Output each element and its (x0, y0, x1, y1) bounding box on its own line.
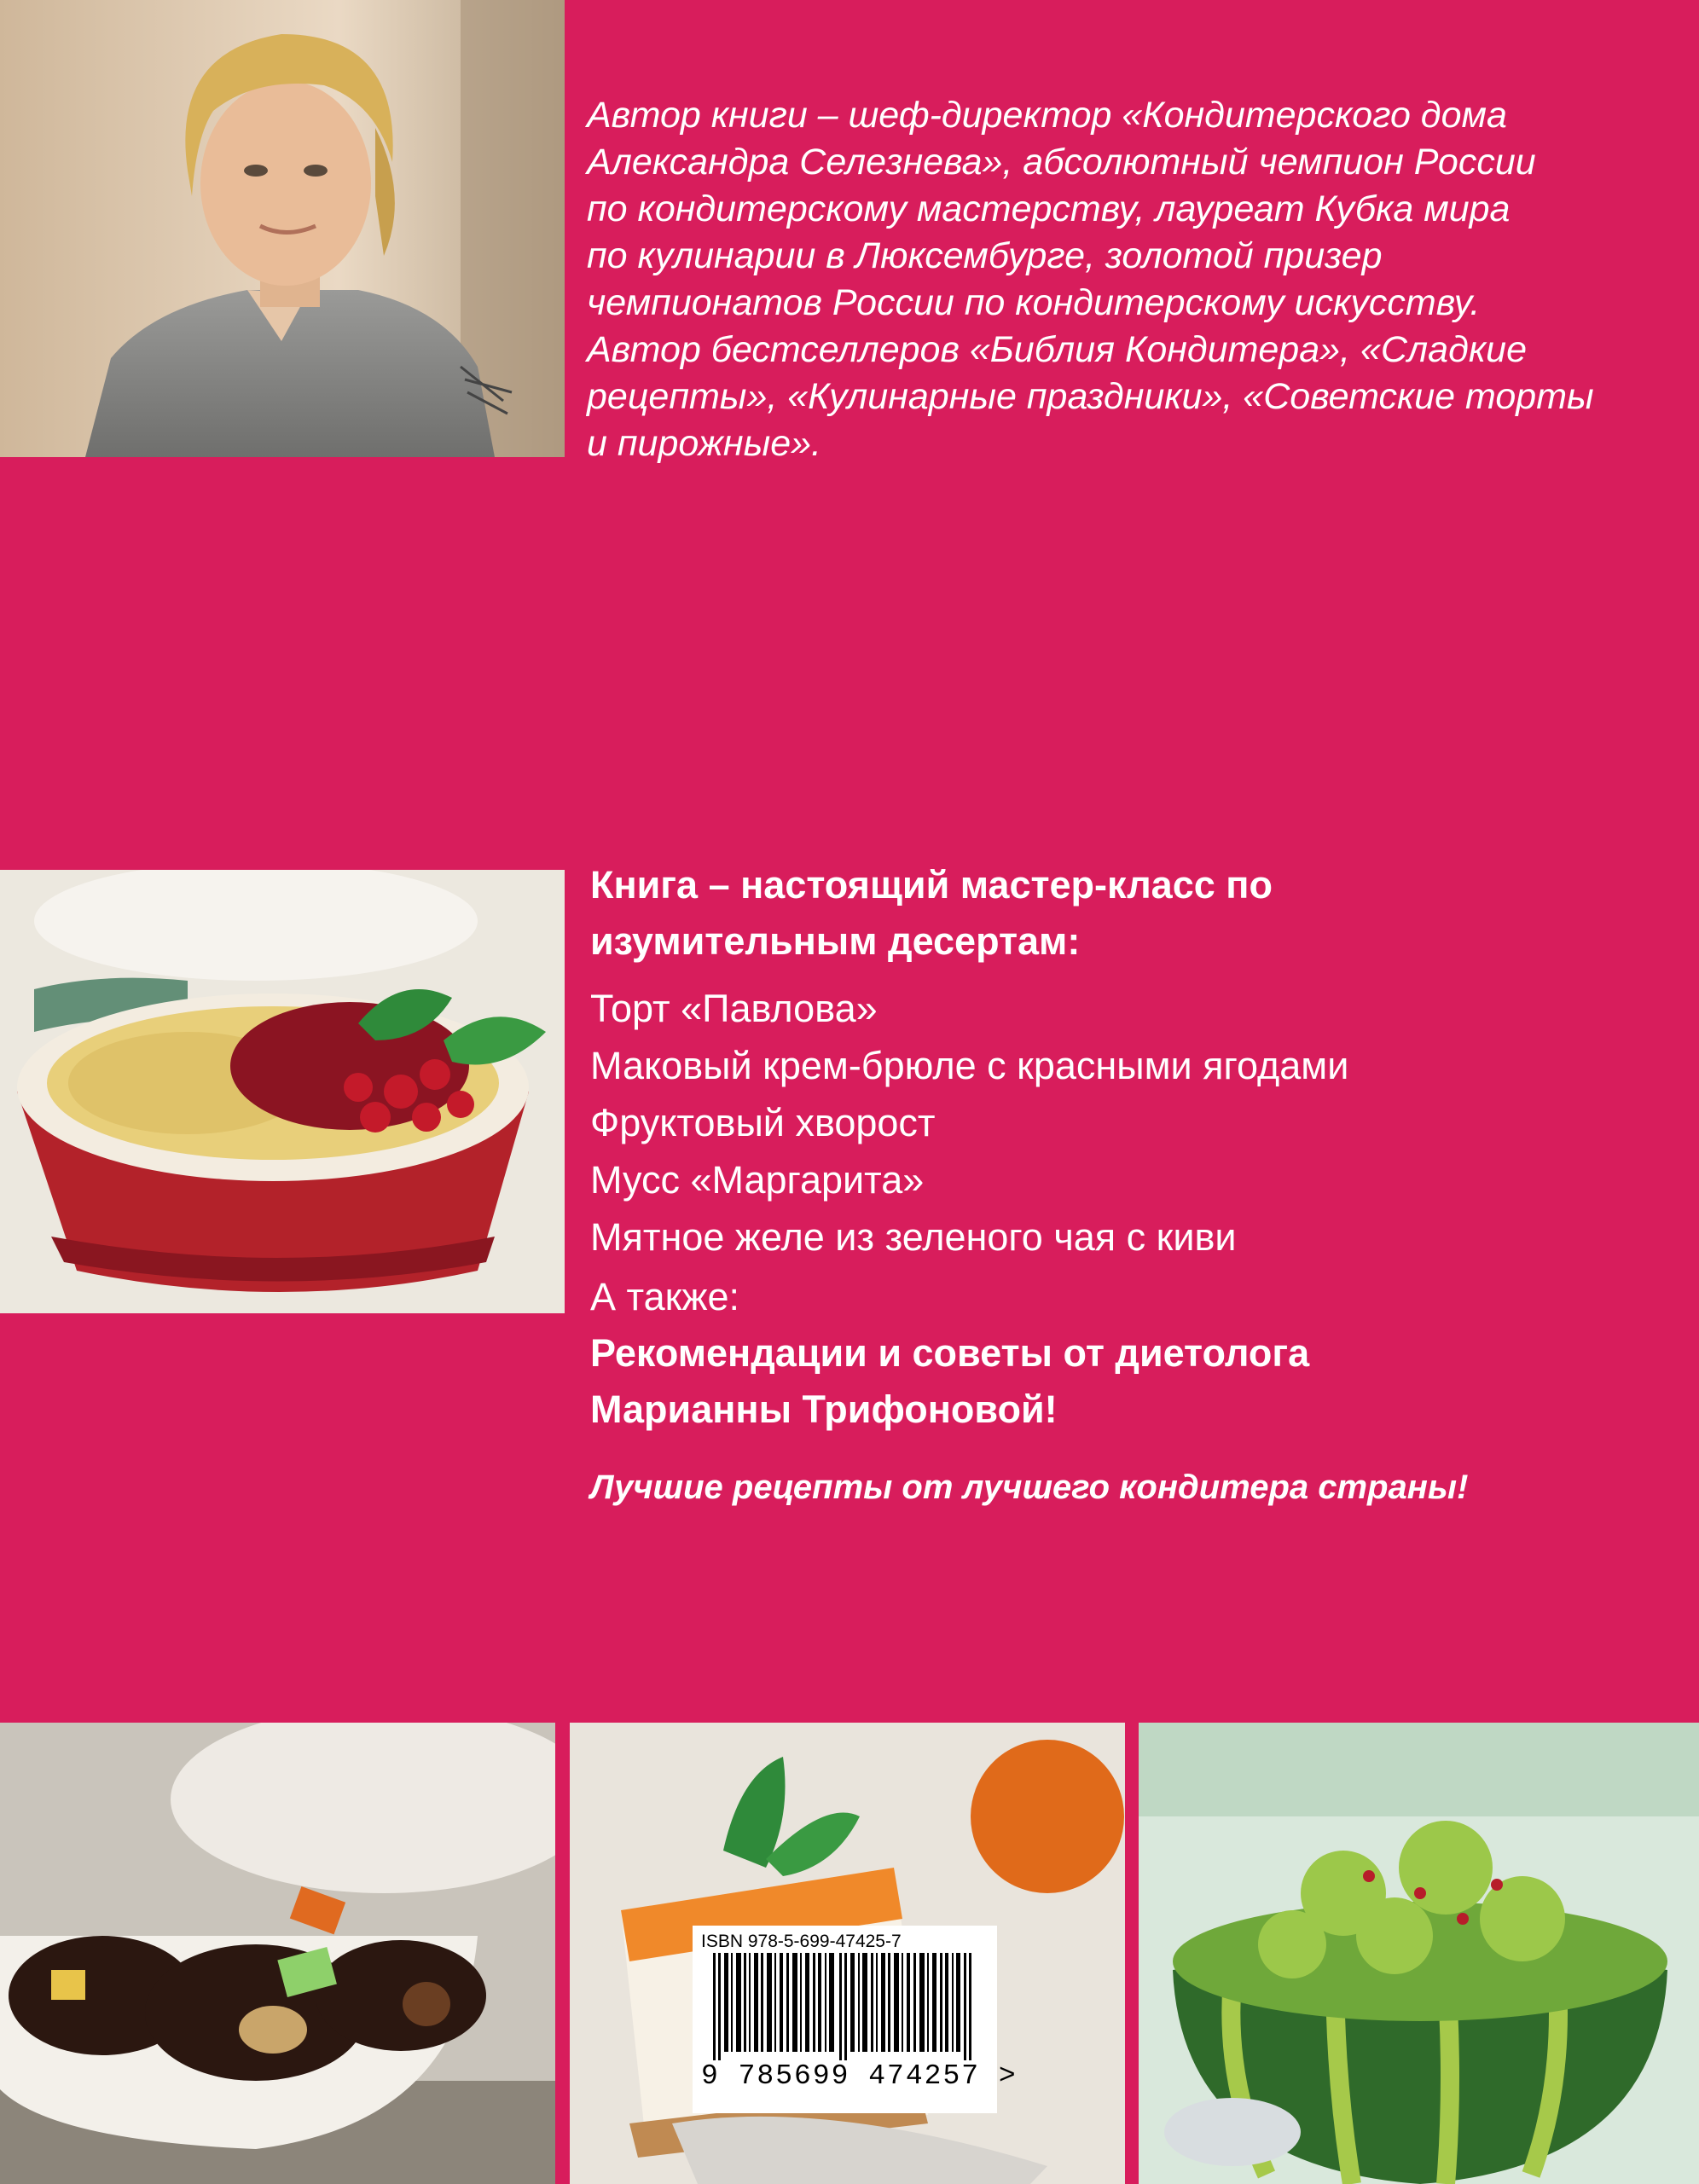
recipe-item: Фруктовый хворост (590, 1101, 936, 1144)
recipe-item: Маковый крем-брюле с красными ягодами (590, 1044, 1349, 1087)
slogan: Лучшие рецепты от лучшего кондитера страны! (590, 1469, 1469, 1506)
bio-line: рецепты», «Кулинарные праздники», «Советские торты (587, 376, 1594, 417)
chocolate-photo (0, 1723, 555, 2184)
main-content (590, 857, 1665, 1511)
barcode-bars (701, 1953, 989, 2060)
tips-line1: Рекомендации и советы от диетолога (590, 1331, 1310, 1375)
watermelon-salad-photo (1139, 1723, 1699, 2184)
bio-line: по кондитерскому мастерству, лауреат Кубка мира (587, 188, 1511, 229)
bio-line: Автор бестселлеров «Библия Кондитера», «Сладкие (587, 329, 1527, 370)
bio-line: по кулинарии в Люксембурге, золотой призер (587, 235, 1383, 276)
author-bio (587, 92, 1610, 467)
also-label: А также: (590, 1275, 739, 1318)
bio-line: Автор книги – шеф-директор «Кондитерского дома (587, 95, 1507, 136)
bio-line: Александра Селезнева», абсолютный чемпион России (587, 142, 1536, 182)
isbn-label: ISBN 978-5-699-47425-7 (701, 1932, 902, 1951)
recipe-list (590, 980, 1665, 1266)
intro-heading-line1: Книга – настоящий мастер-класс по (590, 863, 1273, 907)
bio-line: чемпионатов России по кондитерскому искусству. (587, 282, 1481, 323)
creme-brulee-photo (0, 870, 565, 1313)
recipe-item: Торт «Павлова» (590, 987, 878, 1030)
intro-heading-line2: изумительным десертам: (590, 919, 1081, 963)
author-photo (0, 0, 565, 457)
tips-line2: Марианны Трифоновой! (590, 1387, 1058, 1431)
bio-line: и пирожные». (587, 423, 821, 464)
barcode (693, 1926, 1018, 2113)
recipe-item: Мусс «Маргарита» (590, 1158, 925, 1202)
recipe-item: Мятное желе из зеленого чая с киви (590, 1215, 1237, 1259)
barcode-digits: 9 785699 474257 > (701, 2060, 1018, 2092)
